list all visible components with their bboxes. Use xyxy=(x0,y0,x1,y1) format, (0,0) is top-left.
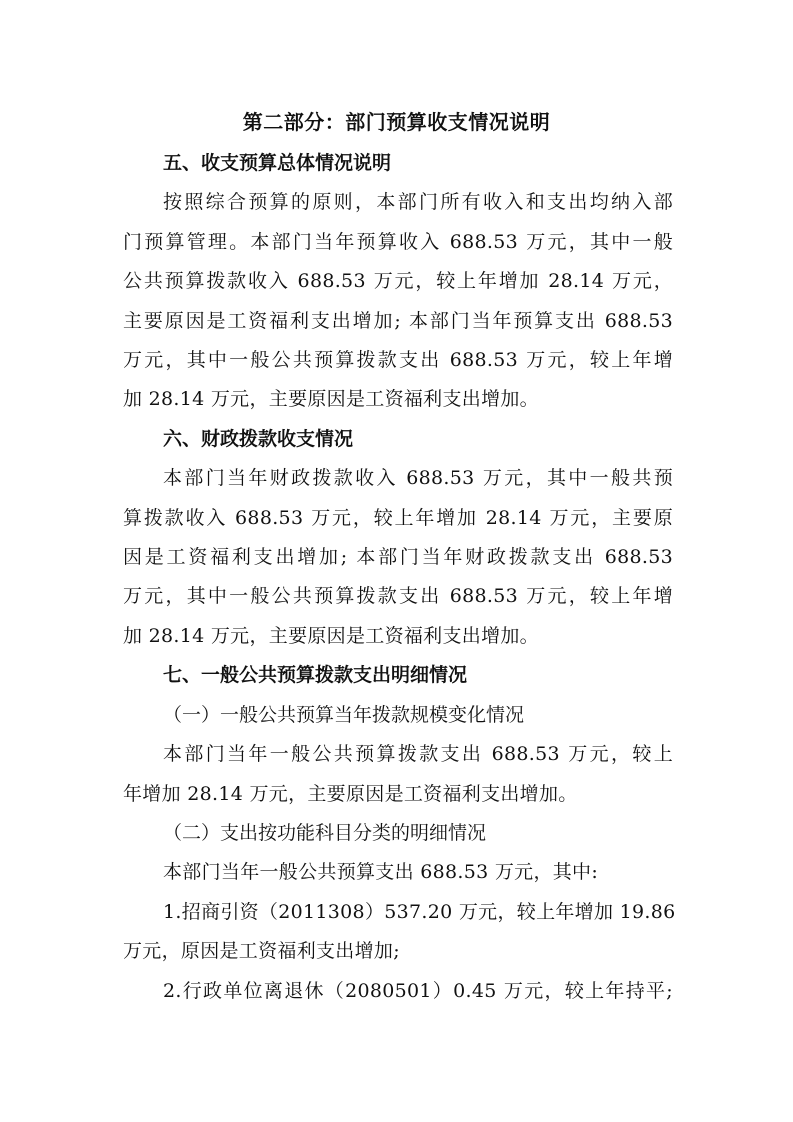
paragraph-line: 加 28.14 万元，主要原因是工资福利支出增加。 xyxy=(123,388,539,411)
section-heading-6: 六、财政拨款收支情况 xyxy=(163,427,354,450)
subsection-2-paragraph xyxy=(123,853,676,1011)
paragraph-line: 本部门当年一般公共预算拨款支出 688.53 万元，较上 xyxy=(163,743,673,766)
page-title: 第二部分：部门预算收支情况说明 xyxy=(242,110,551,134)
paragraph-line: 按照综合预算的原则，本部门所有收入和支出均纳入部 xyxy=(163,191,673,214)
subsection-1-paragraph xyxy=(123,735,673,814)
paragraph-line: 万元，其中一般公共预算拨款支出 688.53 万元，较上年增 xyxy=(123,349,673,372)
paragraph-line: 因是工资福利支出增加; 本部门当年财政拨款支出 688.53 xyxy=(123,546,673,569)
paragraph-line: 门预算管理。本部门当年预算收入 688.53 万元，其中一般 xyxy=(123,230,673,253)
paragraph-line: 本部门当年财政拨款收入 688.53 万元，其中一般共预 xyxy=(163,467,673,490)
list-item-line: 万元，原因是工资福利支出增加; xyxy=(123,940,400,963)
paragraph-line: 公共预算拨款收入 688.53 万元，较上年增加 28.14 万元， xyxy=(123,270,673,293)
list-item-line: 1.招商引资（2011308）537.20 万元，较上年增加 19.86 xyxy=(163,900,676,923)
paragraph-line: 年增加 28.14 万元，主要原因是工资福利支出增加。 xyxy=(123,782,578,805)
section-6-paragraph xyxy=(123,459,673,656)
section-5-paragraph xyxy=(123,183,673,419)
subsection-heading-2: （二）支出按功能科目分类的明细情况 xyxy=(163,821,487,844)
document-body xyxy=(123,144,676,1011)
subsection-heading-1: （一）一般公共预算当年拨款规模变化情况 xyxy=(163,703,525,726)
paragraph-line: 万元，其中一般公共预算拨款支出 688.53 万元，较上年增 xyxy=(123,585,673,608)
list-item-line: 2.行政单位离退休（2080501）0.45 万元，较上年持平; xyxy=(163,979,673,1002)
paragraph-line: 算拨款收入 688.53 万元，较上年增加 28.14 万元，主要原 xyxy=(123,506,673,529)
paragraph-line: 本部门当年一般公共预算支出 688.53 万元，其中: xyxy=(163,861,599,884)
section-heading-7: 七、一般公共预算拨款支出明细情况 xyxy=(163,664,468,687)
paragraph-line: 主要原因是工资福利支出增加; 本部门当年预算支出 688.53 xyxy=(123,309,673,332)
section-heading-5: 五、收支预算总体情况说明 xyxy=(163,152,392,174)
paragraph-line: 加 28.14 万元，主要原因是工资福利支出增加。 xyxy=(123,624,539,647)
